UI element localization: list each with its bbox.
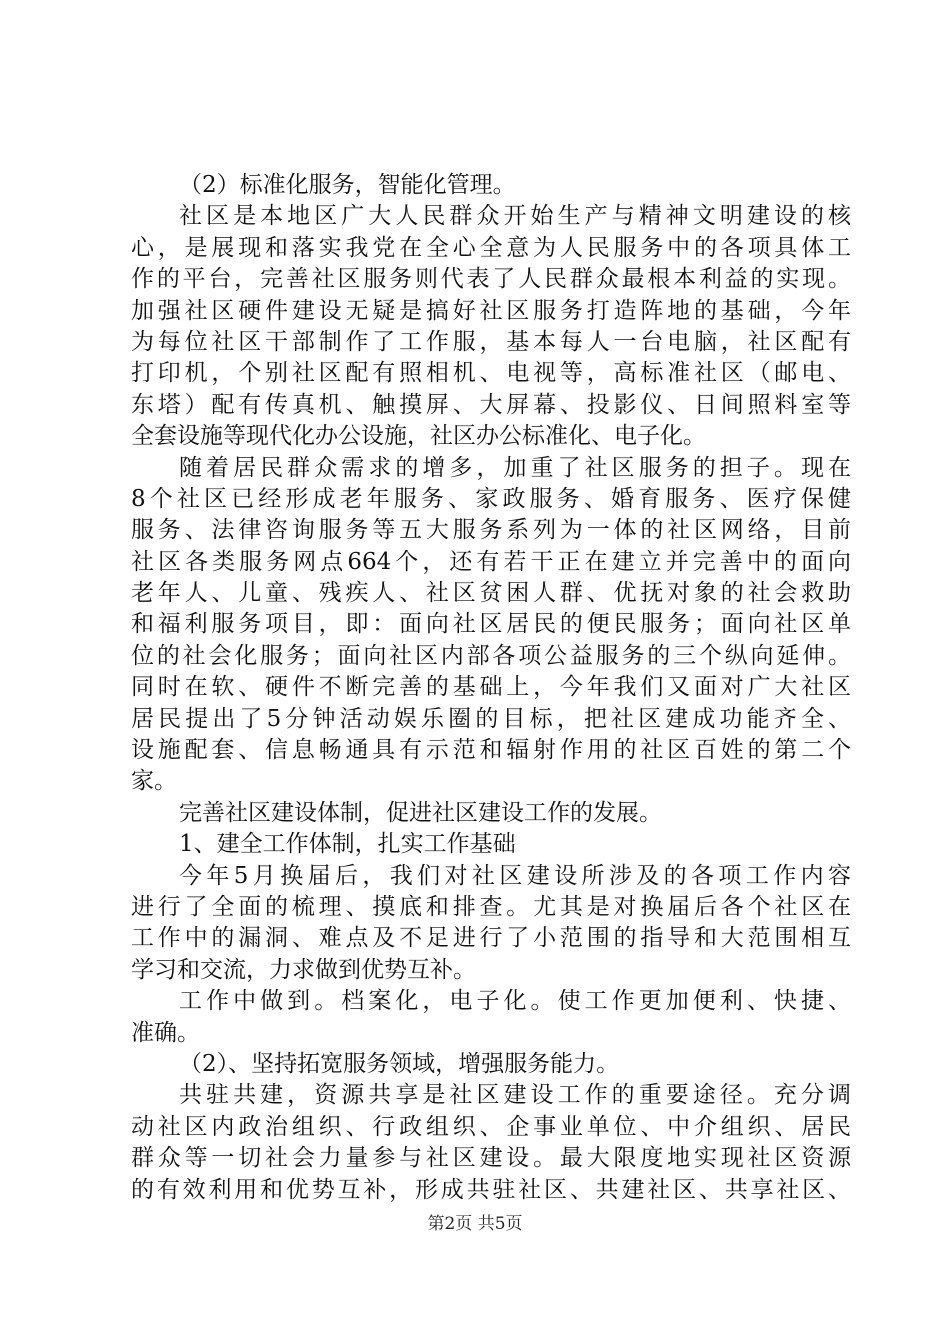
text-line: 作的平台，完善社区服务则代表了人民群众最根本利益的实现。 [131, 266, 851, 293]
text-line: 随着居民群众需求的增多，加重了社区服务的担子。现在 [179, 454, 851, 481]
text-line: （2）标准化服务，智能化管理。 [179, 172, 516, 198]
text-line: 共驻共建，资源共享是社区建设工作的重要途径。充分调 [179, 1082, 851, 1109]
text-line: 8个社区已经形成老年服务、家政服务、婚育服务、医疗保健 [131, 485, 851, 512]
text-line: 今年5月换届后，我们对社区建设所涉及的各项工作内容 [179, 862, 851, 889]
text-line: 为每位社区干部制作了工作服，基本每人一台电脑，社区配有 [131, 328, 851, 355]
text-line: 家。 [131, 768, 177, 795]
text-line: 完善社区建设体制，促进社区建设工作的发展。 [179, 799, 662, 826]
text-line: 位的社会化服务；面向社区内部各项公益服务的三个纵向延伸。 [131, 642, 851, 669]
text-line: （2）、坚持拓宽服务领域，增强服务能力。 [179, 1050, 620, 1077]
text-line: 东塔）配有传真机、触摸屏、大屏幕、投影仪、日间照料室等 [131, 391, 851, 418]
text-line: 工作中做到。档案化，电子化。使工作更加便利、快捷、 [179, 988, 851, 1015]
text-line: 的有效利用和优势互补，形成共驻社区、共建社区、共享社区、 [131, 1176, 851, 1203]
text-line: 进行了全面的梳理、摸底和排查。尤其是对换届后各个社区在 [131, 893, 851, 920]
text-line: 群众等一切社会力量参与社区建设。最大限度地实现社区资源 [131, 1145, 851, 1172]
page-footer: 第2页 共5页 [427, 1214, 523, 1234]
text-line: 和福利服务项目，即：面向社区居民的便民服务；面向社区单 [131, 611, 851, 638]
text-line: 设施配套、信息畅通具有示范和辐射作用的社区百姓的第二个 [131, 737, 851, 764]
text-line: 1、建全工作体制，扎实工作基础 [179, 831, 516, 858]
text-line: 动社区内政治组织、行政组织、企事业单位、中介组织、居民 [131, 1113, 851, 1140]
text-line: 加强社区硬件建设无疑是搞好社区服务打造阵地的基础，今年 [131, 297, 851, 324]
text-line: 老年人、儿童、残疾人、社区贫困人群、优抚对象的社会救助 [131, 580, 851, 607]
text-line: 服务、法律咨询服务等五大服务系列为一体的社区网络，目前 [131, 517, 851, 544]
text-line: 社区各类服务网点664个，还有若干正在建立并完善中的面向 [131, 548, 851, 575]
text-line: 同时在软、硬件不断完善的基础上，今年我们又面对广大社区 [131, 674, 851, 701]
text-line: 居民提出了5分钟活动娱乐圈的目标，把社区建成功能齐全、 [131, 705, 851, 732]
text-line: 社区是本地区广大人民群众开始生产与精神文明建设的核 [179, 203, 851, 230]
text-line: 打印机，个别社区配有照相机、电视等，高标准社区（邮电、 [131, 360, 851, 387]
text-line: 准确。 [131, 1019, 200, 1046]
document-body [131, 170, 851, 1206]
text-line: 全套设施等现代化办公设施，社区办公标准化、电子化。 [131, 423, 706, 450]
text-line: 工作中的漏洞、难点及不足进行了小范围的指导和大范围相互 [131, 925, 851, 952]
text-line: 学习和交流，力求做到优势互补。 [131, 956, 476, 983]
text-line: 心，是展现和落实我党在全心全意为人民服务中的各项具体工 [131, 234, 851, 261]
